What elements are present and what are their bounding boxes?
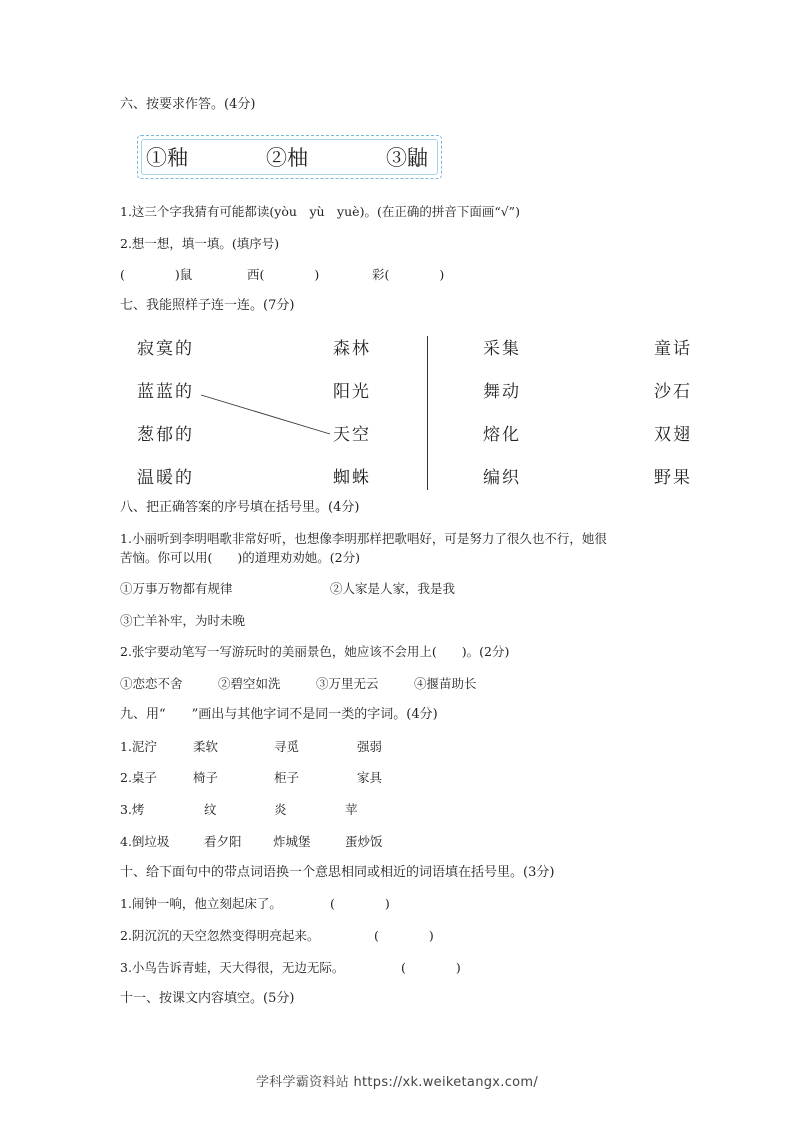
- sec8-q2-option-4: ④揠苗助长: [414, 676, 477, 691]
- char-option-2: ②柚: [266, 146, 308, 170]
- sec9-row4-word-2: 看夕阳: [204, 834, 242, 849]
- left-word-4: 温暖的: [137, 468, 194, 488]
- right-word-4: 编织: [483, 468, 521, 488]
- sec9-row2-word-3: 柜子: [274, 770, 300, 785]
- footer-watermark: 学科学霸资料站 https://xk.weiketangx.com/: [255, 1075, 539, 1090]
- sec9-row2-word-4: 家具: [357, 770, 383, 785]
- sec9-row1-word-3: 寻觅: [274, 739, 300, 754]
- sec6-question-1: 1.这三个字我猜有可能都读(yòu yù yuè)。(在正确的拼音下面画“√”): [120, 204, 520, 219]
- mid-word-3: 天空: [333, 425, 371, 445]
- sec9-row1-word-1: 1.泥泞: [120, 739, 157, 754]
- sec9-row3-word-1: 3.烤: [120, 802, 145, 817]
- char-option-1: ①釉: [146, 146, 188, 170]
- right-word-3: 熔化: [483, 425, 521, 445]
- sec8-question-1-line-2: 苦恼。你可以用( )的道理劝劝她。(2分): [120, 550, 360, 565]
- sec10-item-3-blank: ( ): [401, 960, 461, 975]
- sec8-q2-option-1: ①恋恋不舍: [120, 676, 183, 691]
- left-word-1: 寂寞的: [137, 339, 194, 359]
- section-11-title: 十一、按课文内容填空。(5分): [120, 991, 295, 1006]
- sec9-row3-word-4: 苹: [345, 802, 358, 817]
- sec10-item-1-blank: ( ): [330, 896, 390, 911]
- right-word-2: 舞动: [483, 382, 521, 402]
- far-right-word-1: 童话: [654, 339, 692, 359]
- left-word-3: 葱郁的: [137, 425, 194, 445]
- sec8-q2-option-2: ②碧空如洗: [218, 676, 281, 691]
- sec9-row2-word-2: 椅子: [193, 770, 219, 785]
- sec6-question-2: 2.想一想，填一填。(填序号): [120, 236, 280, 251]
- sec10-item-2-blank: ( ): [374, 928, 434, 943]
- sec8-q2-option-3: ③万里无云: [316, 676, 379, 691]
- sec9-row1-word-4: 强弱: [357, 739, 383, 754]
- sec8-q1-option-1: ①万事万物都有规律: [120, 581, 233, 596]
- right-word-1: 采集: [483, 339, 521, 359]
- section-9-title: 九、用“ ”画出与其他字词不是同一类的字词。(4分): [120, 707, 438, 722]
- column-divider: [427, 336, 428, 490]
- mid-word-1: 森林: [333, 339, 371, 359]
- section-8-title: 八、把正确答案的序号填在括号里。(4分): [120, 500, 360, 515]
- far-right-word-3: 双翅: [654, 425, 692, 445]
- sec9-row3-word-3: 炎: [274, 802, 287, 817]
- sec8-q1-option-2: ②人家是人家，我是我: [330, 581, 456, 596]
- sec9-row2-word-1: 2.桌子: [120, 770, 157, 785]
- fill-blank-1: ( )鼠: [120, 267, 193, 282]
- left-word-2: 蓝蓝的: [137, 382, 194, 402]
- char-option-3: ③鼬: [386, 146, 428, 170]
- section-6-title: 六、按要求作答。(4分): [120, 97, 256, 112]
- sec10-item-2-text: 2.阴沉沉的天空忽然变得明亮起来。: [120, 928, 320, 943]
- far-right-word-2: 沙石: [654, 382, 692, 402]
- sec8-question-2: 2.张宇要动笔写一写游玩时的美丽景色，她应该不会用上( )。(2分): [120, 644, 510, 659]
- sec10-item-3-text: 3.小鸟告诉青蛙，天大得很，无边无际。: [120, 960, 345, 975]
- sec10-item-1-text: 1.闹钟一响，他立刻起床了。: [120, 896, 282, 911]
- far-right-word-4: 野果: [654, 468, 692, 488]
- mid-word-4: 蜘蛛: [333, 468, 371, 488]
- section-7-title: 七、我能照样子连一连。(7分): [120, 298, 295, 313]
- section-10-title: 十、给下面句中的带点词语换一个意思相同或相近的词语填在括号里。(3分): [120, 865, 555, 880]
- sec8-question-1-line-1: 1.小丽听到李明唱歌非常好听，也想像李明那样把歌唱好，可是努力了很久也不行，她很: [120, 531, 607, 546]
- sec9-row4-word-1: 4.倒垃圾: [120, 834, 170, 849]
- sec8-q1-option-3: ③亡羊补牢，为时未晚: [120, 613, 246, 628]
- sec9-row3-word-2: 纹: [204, 802, 217, 817]
- fill-blank-3: 彩( ): [372, 267, 445, 282]
- sec9-row1-word-2: 柔软: [193, 739, 219, 754]
- mid-word-2: 阳光: [333, 382, 371, 402]
- sec9-row4-word-4: 蛋炒饭: [345, 834, 383, 849]
- fill-blank-2: 西( ): [247, 267, 320, 282]
- sec9-row4-word-3: 炸城堡: [273, 834, 311, 849]
